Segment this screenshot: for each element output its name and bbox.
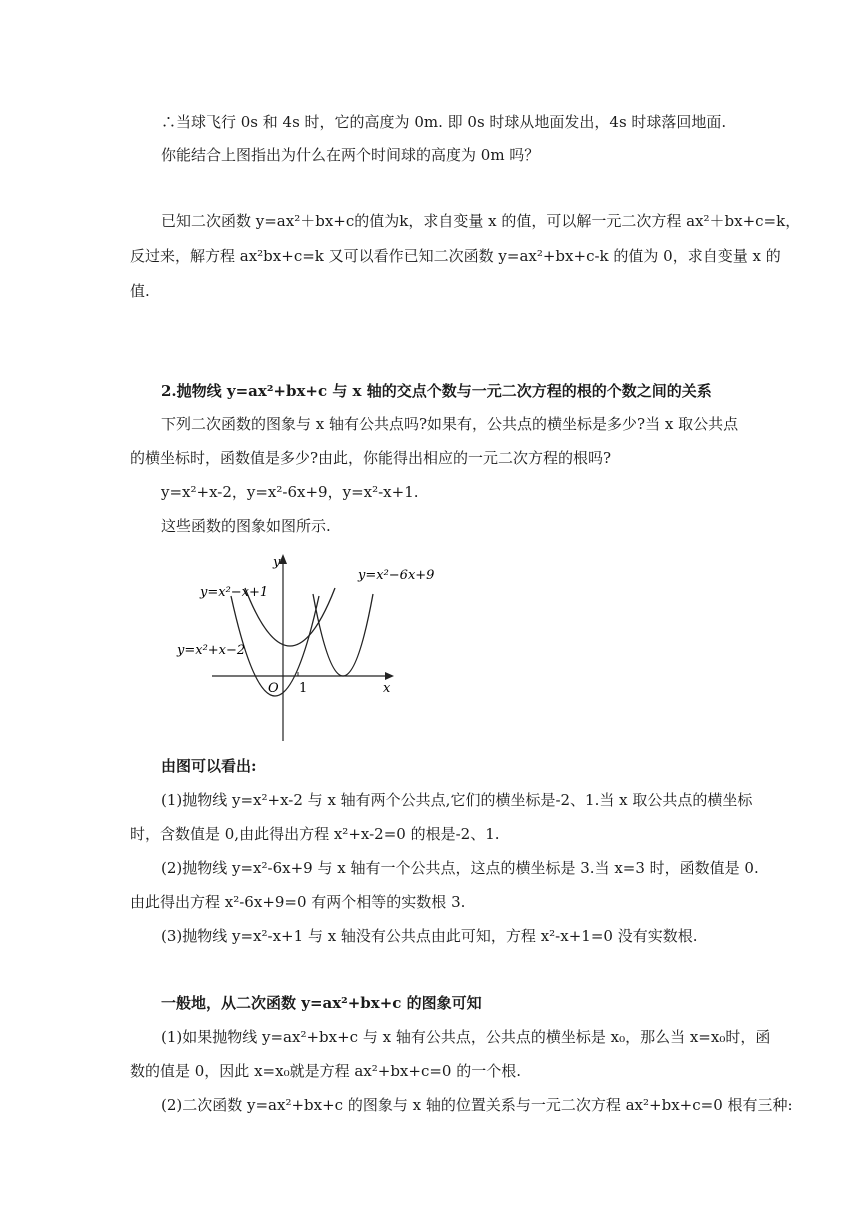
graph-intro: 这些函数的图象如图所示. [161,517,331,535]
paragraph-conclusion: ∴当球飞行 0s 和 4s 时，它的高度为 0m. 即 0s 时球从地面发出，4s 时球落回地面. [161,113,727,131]
function-list: y=x²+x-2，y=x²-6x+9，y=x²-x+1. [161,483,419,501]
general-1-line2: 数的值是 0，因此 x=x₀就是方程 ax²+bx+c=0 的一个根. [130,1062,522,1080]
curve-label-x2-minus-x-plus-1: y=x²−x+1 [200,585,269,600]
observation-2-line2: 由此得出方程 x²-6x+9=0 有两个相等的实数根 3. [130,893,466,911]
observation-3: (3)抛物线 y=x²-x+1 与 x 轴没有公共点由此可知，方程 x²-x+1=0 没有实数根. [161,927,698,945]
x-axis-arrow-icon [385,672,394,680]
curve-x2-minus-6x-plus-9 [313,594,373,676]
paragraph-question: 你能结合上图指出为什么在两个时间球的高度为 0m 吗？ [161,146,540,164]
paragraph-prompt-line1: 下列二次函数的图象与 x 轴有公共点吗?如果有，公共点的横坐标是多少?当 x 取公共点 [161,415,739,433]
curve-label-x2-minus-6x-plus-9: y=x²−6x+9 [358,568,435,583]
section-heading-2: 2.抛物线 y=ax²+bx+c 与 x 轴的交点个数与一元二次方程的根的个数之间的关系 [161,382,712,400]
curve-label-x2-plus-x-minus-2: y=x²+x−2 [177,643,246,658]
x-tick-label-1: 1 [299,681,308,696]
paragraph-method-line2: 反过来，解方程 ax²bx+c=k 又可以看作已知二次函数 y=ax²+bx+c-k 的值为 0，求自变量 x 的 [130,247,781,265]
y-axis-label: y [273,555,281,570]
observation-1-line1: (1)抛物线 y=x²+x-2 与 x 轴有两个公共点,它们的横坐标是-2、1.当 x 取公共点的横坐标 [161,791,753,809]
general-1-line1: (1)如果抛物线 y=ax²+bx+c 与 x 轴有公共点，公共点的横坐标是 x₀，那么当 x=x₀时，函 [161,1028,771,1046]
section-heading-observations: 由图可以看出: [161,757,257,775]
parabola-graph [172,546,442,746]
section-heading-general: 一般地，从二次函数 y=ax²+bx+c 的图象可知 [161,994,482,1012]
observation-1-line2: 时，含数值是 0,由此得出方程 x²+x-2=0 的根是-2、1. [130,825,500,843]
paragraph-method-line1: 已知二次函数 y=ax²＋bx+c的值为k，求自变量 x 的值，可以解一元二次方程 ax²＋bx+c=k， [161,212,801,230]
general-2: (2)二次函数 y=ax²+bx+c 的图象与 x 轴的位置关系与一元二次方程 ax²+bx+c=0 根有三种: [161,1096,793,1114]
observation-2-line1: (2)抛物线 y=x²-6x+9 与 x 轴有一个公共点，这点的横坐标是 3.当 x=3 时，函数值是 0. [161,859,759,877]
origin-label: O [268,681,279,696]
paragraph-prompt-line2: 的横坐标时，函数值是多少?由此，你能得出相应的一元二次方程的根吗? [130,449,612,467]
paragraph-method-line3: 值. [130,282,150,300]
x-axis-label: x [383,681,391,696]
